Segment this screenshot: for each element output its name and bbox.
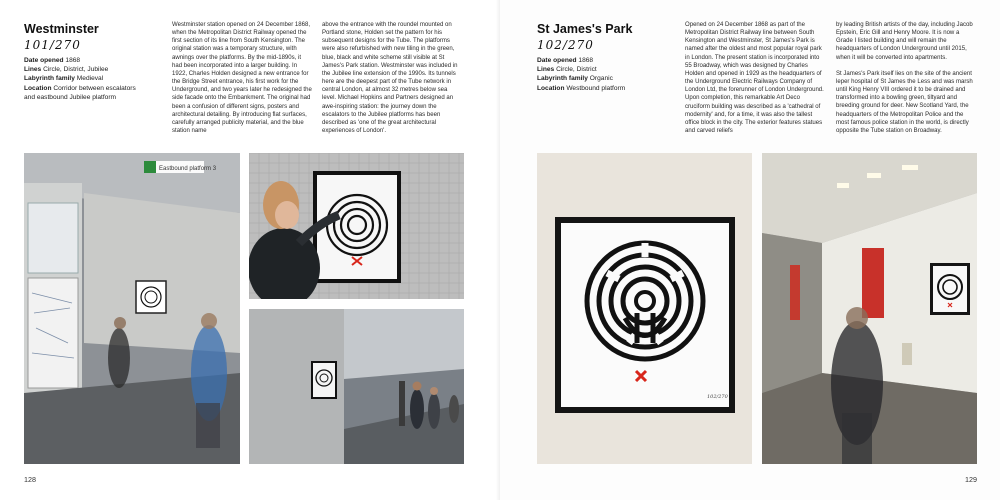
sign-text: Eastbound platform 3 — [159, 166, 217, 172]
fact-row — [537, 74, 625, 83]
st-james-platform-illustration — [762, 153, 977, 464]
page-number-left: 128 — [24, 475, 36, 484]
fact-label: Date opened — [537, 57, 577, 64]
station-title-st-james-park: St James's Park — [537, 22, 633, 36]
fact-value: 1868 — [578, 57, 594, 64]
fact-row — [24, 56, 136, 65]
page-number-right: 129 — [965, 475, 977, 484]
right-page — [500, 0, 1000, 500]
photo-st-james-labyrinth — [537, 153, 752, 464]
fact-label: Date opened — [24, 57, 64, 64]
station-number-westminster: 101/270 — [24, 38, 81, 52]
fact-value: Circle, District — [556, 66, 597, 74]
fact-label: Labyrinth family — [537, 75, 588, 83]
fact-row — [24, 84, 136, 93]
facts-st-james-park — [537, 56, 625, 93]
station-number-st-james-park: 102/270 — [537, 38, 594, 52]
corridor-illustration — [24, 153, 240, 464]
photo-westminster-platform — [249, 309, 464, 464]
fact-label: Lines — [24, 66, 42, 74]
body-paragraph: above the entrance with the roundel mounted on Portland stone, Holden set the pattern for his subsequent designs for the Tube. The platforms were also refurbished with new tiling in the green, blue, black and white scheme still visible at St James's Park station. Westminster was included in the Jubilee line extension of the 1990s. Its tunnels here are the deepest part of the Tube network in central London, at almost 32 metres below sea level. Michael Hopkins and Partners designed an awe-inspiring station: the journey down the escalators to the Jubilee platforms has been described as 'one of the great architectural experiences of London'. — [322, 22, 458, 135]
fact-row — [24, 74, 136, 83]
photo-westminster-tracing — [249, 153, 464, 299]
artwork-caption: 102/270 — [707, 394, 728, 400]
fact-row — [537, 56, 625, 65]
fact-row — [537, 65, 625, 74]
fact-value: Medieval — [76, 75, 104, 83]
facts-westminster — [24, 56, 136, 102]
fact-row — [24, 65, 136, 74]
fact-value: Corridor between escalators — [53, 84, 136, 92]
body-column-2 — [836, 21, 976, 143]
fact-row — [537, 84, 625, 93]
fact-value: and eastbound Jubilee platform — [24, 93, 117, 101]
body-paragraph: Opened on 24 December 1868 as part of the Metropolitan District Railway line between South Kensington and Westminster, St James's Park is named after the oldest and most popular royal park in London. The present station is incorporated into 55 Broadway, which was designed by Charles Holden and opened in 1929 as the headquarters of the Underground Electric Railways Company of London Ltd, the forerunner of London Underground. Upon completion, this remarkable Art Deco cruciform building was described as a 'cathedral of modernity' and, for a time, it was also the tallest office block in the city. The exterior features statues and carved reliefs — [685, 22, 824, 135]
fact-value: Organic — [589, 75, 613, 83]
fact-value: 1868 — [65, 57, 81, 64]
station-title-westminster: Westminster — [24, 22, 99, 36]
fact-row — [24, 93, 136, 102]
fact-label: Labyrinth family — [24, 75, 75, 83]
labyrinth-artwork — [537, 153, 752, 464]
body-paragraph: by leading British artists of the day, including Jacob Epstein, Eric Gill and Henry Moore. It is now a Grade I listed building and will remain the headquarters of London Underground until 2015, when it will be converted into apartments. — [836, 22, 973, 61]
platform-illustration — [249, 309, 464, 464]
fact-value: Circle, District, Jubilee — [43, 66, 109, 74]
fact-value: Westbound platform — [566, 84, 626, 92]
fact-label: Location — [537, 84, 565, 92]
body-paragraph: St James's Park itself lies on the site of the ancient leper hospital of St James the Less and was marsh until King Henry VIII ordered it to be drained and transformed into a bowling green, tiltyard and breeding ground for deer. New Scotland Yard, the headquarters of the Metropolitan Police and the most famous police station in the world, is directly opposite the Tube station on Broadway. — [836, 70, 973, 134]
photo-st-james-platform — [762, 153, 977, 464]
fact-label: Lines — [537, 66, 555, 74]
body-column-1 — [685, 21, 825, 143]
photo-westminster-corridor — [24, 153, 240, 464]
tracing-illustration — [249, 153, 464, 299]
body-column-2 — [322, 21, 462, 143]
body-column-1 — [172, 21, 312, 143]
fact-label: Location — [24, 84, 52, 92]
body-paragraph: Westminster station opened on 24 December 1868, when the Metropolitan District Railway opened the first section of its line from South Kensington. The original station was a temporary structure, with awnings over the platforms. By the mid-1890s, it had been incorporated into a larger building. In 1922, Charles Holden designed a new entrance for the Bridge Street entrance, his first work for the Underground, and two years later he redesigned the side facade onto the Embankment. The original had been a confusion of different signs, posters and architectural detailing. By introducing flat surfaces, carefully arranged publicity material, and the blue station name — [172, 22, 312, 135]
